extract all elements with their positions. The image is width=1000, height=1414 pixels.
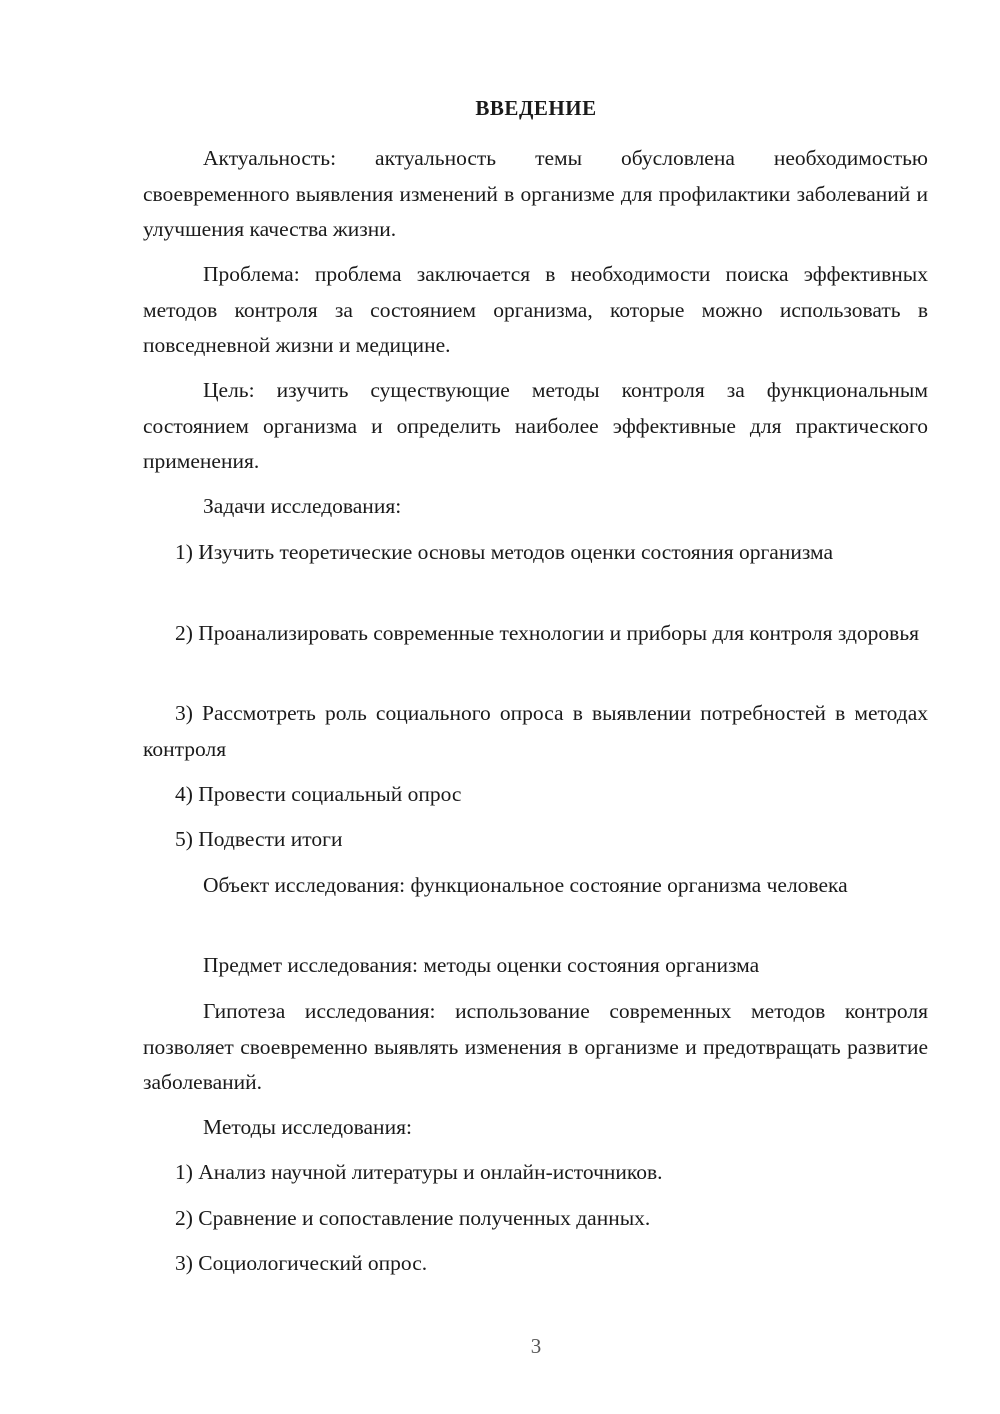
page-number: 3	[530, 1334, 542, 1358]
method-item: 1) Анализ научной литературы и онлайн-источников.	[175, 1160, 663, 1184]
task-item: 4) Провести социальный опрос	[175, 782, 462, 806]
page-title: ВВЕДЕНИЕ	[475, 96, 597, 120]
goal-paragraph: Цель: изучить существующие методы контроля за функциональным состоянием организма и определить наиболее эффективные для практического применения.	[143, 378, 928, 473]
hypothesis-paragraph: Гипотеза исследования: использование современных методов контроля позволяет своевременно выявлять изменения в организме и предотвращать развитие заболеваний.	[143, 999, 928, 1094]
task-item: 3) Рассмотреть роль социального опроса в выявлении потребностей в методах контроля	[143, 701, 928, 761]
methods-title: Методы исследования:	[203, 1115, 412, 1139]
method-item: 2) Сравнение и сопоставление полученных данных.	[175, 1206, 651, 1230]
problem-paragraph: Проблема: проблема заключается в необходимости поиска эффективных методов контроля за состоянием организма, которые можно использовать в повседневной жизни и медицине.	[143, 262, 928, 357]
method-item: 3) Социологический опрос.	[175, 1251, 428, 1275]
object-paragraph: Объект исследования: функциональное состояние организма человека	[203, 873, 848, 897]
task-item: 5) Подвести итоги	[175, 827, 343, 851]
subject-paragraph: Предмет исследования: методы оценки состояния организма	[203, 953, 760, 977]
task-item: 1) Изучить теоретические основы методов оценки состояния организма	[175, 540, 834, 564]
task-item: 2) Проанализировать современные технологии и приборы для контроля здоровья	[175, 621, 920, 645]
tasks-title: Задачи исследования:	[203, 494, 402, 518]
relevance-paragraph: Актуальность: актуальность темы обусловлена необходимостью своевременного выявления изменений в организме для профилактики заболеваний и улучшения качества жизни.	[143, 146, 928, 241]
